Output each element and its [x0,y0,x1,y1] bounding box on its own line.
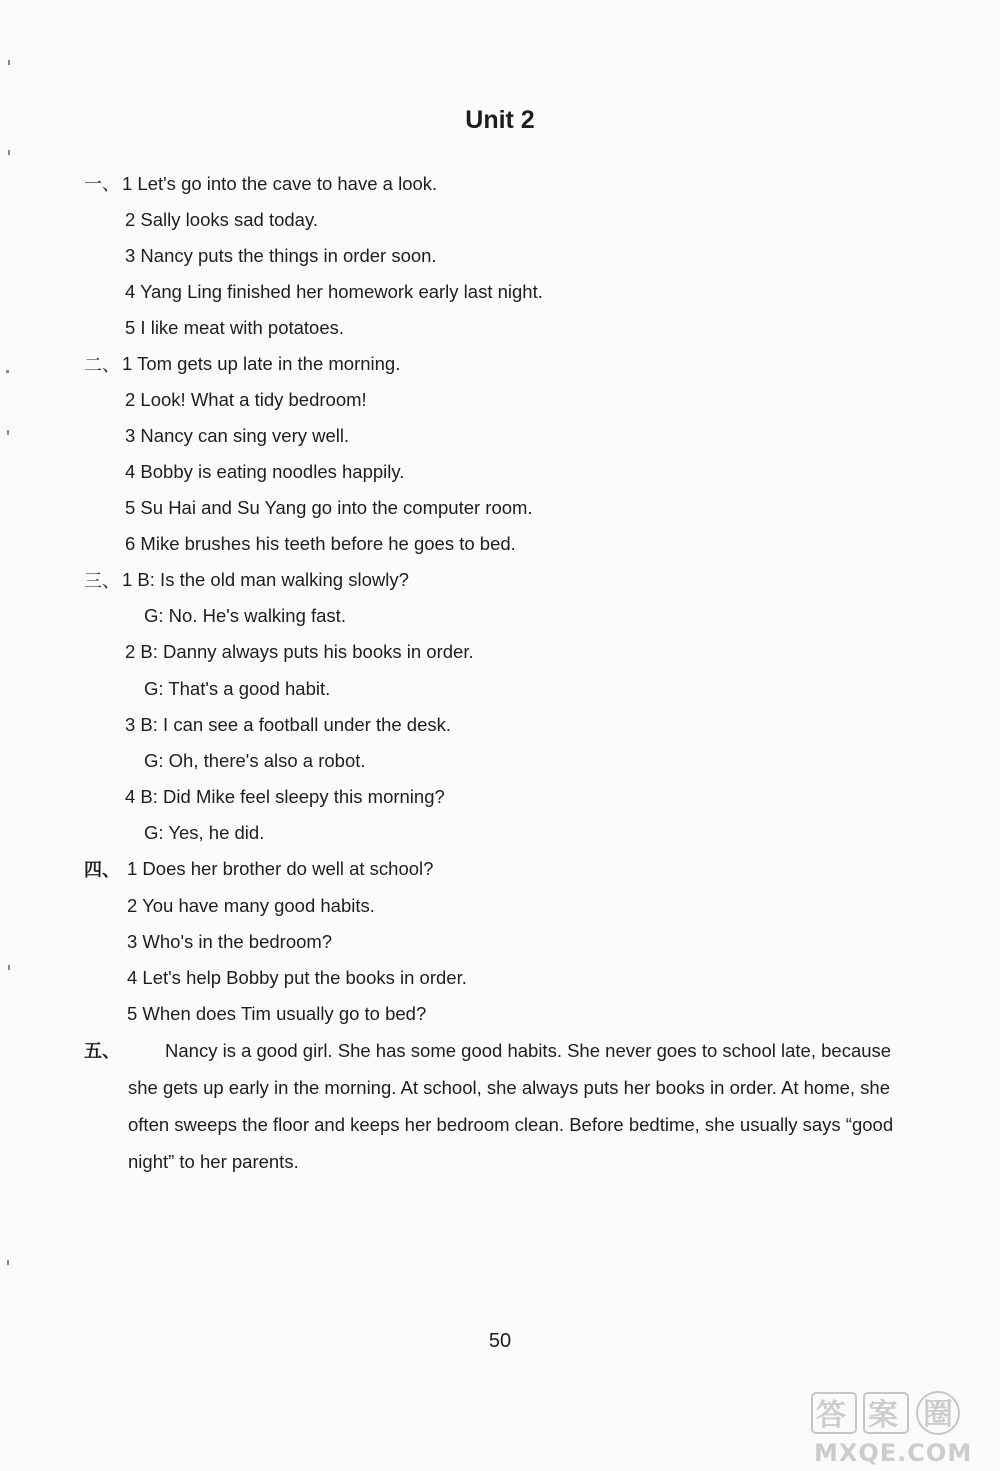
section-label-2: 二、 [84,355,120,376]
answer-line: 5 I like meat with potatoes. [125,317,345,338]
dialogue-line: 2 B: Danny always puts his books in order. [125,641,474,662]
page-number: 50 [488,1330,512,1352]
answer-line: 3 Who's in the bedroom? [127,931,333,952]
svg-text:圈: 圈 [923,1397,953,1432]
dialogue-line: G: Oh, there's also a robot. [144,750,366,771]
passage-paragraph: Nancy is a good girl. She has some good habits. She never goes to school late, because she gets up early in the morning. At school, she always puts her books in order. At home, she often sweeps the floor and keeps her bedroom clean. Before bedtime, she usually says “good night” to her parents. [128,1040,894,1172]
scan-speck [8,965,10,970]
dialogue-line: G: That's a good habit. [144,678,331,699]
section-label-3: 三、 [84,571,120,592]
dialogue-line: G: No. He's walking fast. [144,605,346,626]
scan-speck [7,430,9,435]
answer-line: 4 Bobby is eating noodles happily. [125,461,405,482]
watermark-logo [792,1387,992,1467]
section-label-4: 四、 [84,860,120,881]
dialogue-line: 1 B: Is the old man walking slowly? [122,569,409,590]
scan-speck [8,150,10,155]
section-label-5: 五、 [84,1041,120,1062]
scan-speck [8,60,10,65]
answer-line: 1 Tom gets up late in the morning. [122,353,401,374]
section-label-1: 一、 [84,174,120,195]
answer-line: 5 Su Hai and Su Yang go into the computer room. [125,497,533,518]
answer-line: 5 When does Tim usually go to bed? [127,1003,427,1024]
answer-line: 1 Does her brother do well at school? [127,858,434,879]
page-title: Unit 2 [465,106,535,134]
answer-line: 4 Let's help Bobby put the books in order. [127,967,467,988]
answer-line: 2 Look! What a tidy bedroom! [125,389,367,410]
scan-speck [7,1260,9,1265]
dialogue-line: 4 B: Did Mike feel sleepy this morning? [125,786,445,807]
scan-speck [6,370,9,373]
answer-line: 2 Sally looks sad today. [125,209,318,230]
dialogue-line: 3 B: I can see a football under the desk. [125,714,452,735]
answer-line: 3 Nancy puts the things in order soon. [125,245,437,266]
dialogue-line: G: Yes, he did. [144,822,265,843]
svg-text:案: 案 [868,1398,898,1433]
answer-line: 4 Yang Ling finished her homework early last night. [125,281,543,302]
svg-text:答: 答 [816,1398,846,1433]
answer-line: 2 You have many good habits. [127,895,375,916]
answer-line: 1 Let's go into the cave to have a look. [122,173,438,194]
svg-text:MXQE.COM: MXQE.COM [814,1439,973,1467]
answer-line: 6 Mike brushes his teeth before he goes to bed. [125,533,516,554]
answer-line: 3 Nancy can sing very well. [125,425,350,446]
